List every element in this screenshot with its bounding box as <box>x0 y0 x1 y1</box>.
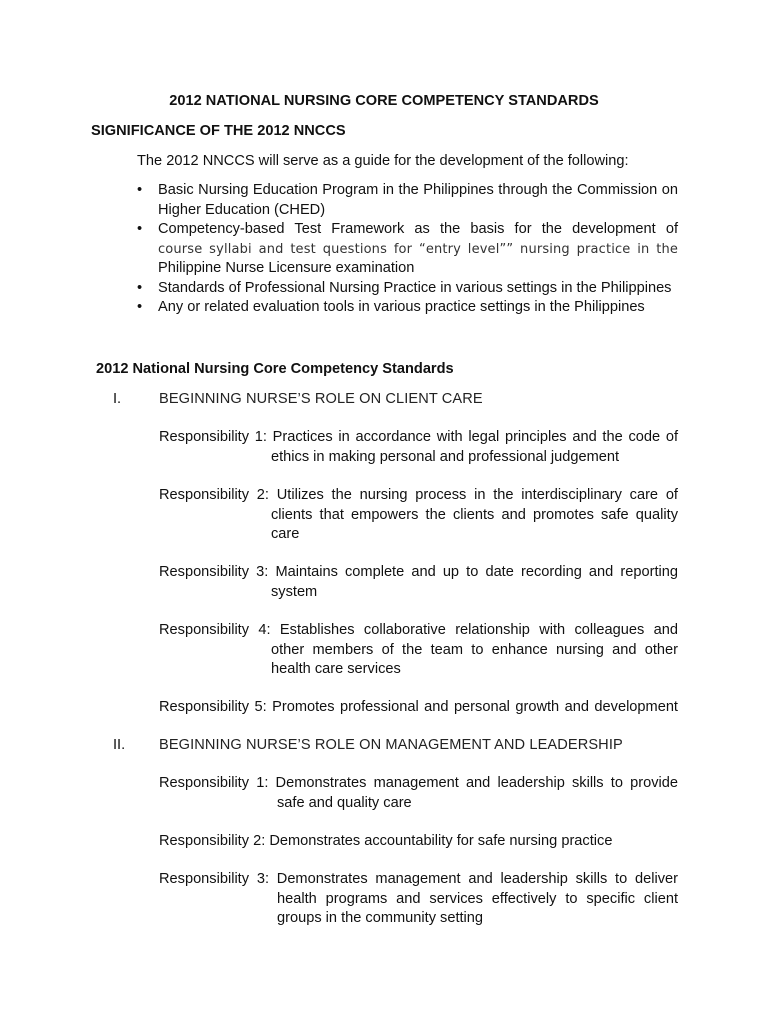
list-item <box>137 220 678 279</box>
responsibility-continuation: safe and quality care <box>277 794 412 811</box>
responsibility-item <box>159 832 678 852</box>
section-label: BEGINNING NURSE’S ROLE ON CLIENT CARE <box>159 391 483 407</box>
responsibility-item <box>159 621 678 680</box>
bullet-text: Standards of Professional Nursing Practice in various settings in the Philippines <box>158 279 672 296</box>
responsibility-line: Responsibility 5: Promotes professional and personal growth and development <box>159 699 678 715</box>
bullet-text: Any or related evaluation tools in various practice settings in the Philippines <box>158 299 645 315</box>
responsibility-line: Responsibility 2: Utilizes the nursing process in the interdisciplinary care of <box>159 487 678 503</box>
section-heading-client-care <box>113 390 483 410</box>
section-numeral: II. <box>113 737 126 753</box>
intro-paragraph: The 2012 NNCCS will serve as a guide for the development of the following: <box>137 153 629 169</box>
responsibility-continuation: other members of the team to enhance nursing and other health care services <box>271 641 678 677</box>
responsibility-line: Responsibility 3: Demonstrates management and leadership skills to deliver <box>159 871 678 887</box>
bullet-text: Basic Nursing Education Program in the Philippines through the Commission on Higher Education (CHED) <box>158 182 678 218</box>
list-item <box>137 181 678 220</box>
bullet-icon: • <box>137 182 143 198</box>
responsibility-line: Responsibility 1: Demonstrates management and leadership skills to provide <box>159 775 678 791</box>
bullet-text-line: Competency-based Test Framework as the basis for the development of <box>158 221 678 237</box>
bullet-icon: • <box>137 279 143 296</box>
section-heading-management <box>113 736 623 756</box>
responsibility-line: Responsibility 2: Demonstrates accountability for safe nursing practice <box>159 833 613 849</box>
significance-heading: SIGNIFICANCE OF THE 2012 NNCCS <box>91 123 346 139</box>
document-title: 2012 NATIONAL NURSING CORE COMPETENCY STANDARDS <box>169 93 599 109</box>
responsibility-continuation: clients that empowers the clients and promotes safe quality care <box>271 506 678 542</box>
list-item <box>137 298 678 318</box>
section-numeral: I. <box>113 391 122 407</box>
bullet-icon: • <box>137 221 143 237</box>
responsibility-item <box>159 428 678 467</box>
responsibility-item <box>159 774 678 813</box>
bullet-list <box>137 181 678 318</box>
responsibility-item <box>159 870 678 929</box>
list-item <box>137 279 678 299</box>
responsibility-continuation: system <box>271 583 318 600</box>
responsibility-item <box>159 486 678 545</box>
responsibility-line: Responsibility 1: Practices in accordance with legal principles and the code of <box>159 429 678 445</box>
responsibility-continuation: ethics in making personal and professional judgement <box>271 448 620 465</box>
section-label: BEGINNING NURSE’S ROLE ON MANAGEMENT AND LEADERSHIP <box>159 737 623 753</box>
responsibility-item <box>159 698 678 718</box>
responsibility-line: Responsibility 3: Maintains complete and up to date recording and reporting <box>159 564 678 580</box>
bullet-icon: • <box>137 299 143 315</box>
responsibility-item <box>159 563 678 602</box>
bullet-text-line: Philippine Nurse Licensure examination <box>158 260 415 276</box>
standards-heading: 2012 National Nursing Core Competency Standards <box>96 361 454 377</box>
responsibility-continuation: health programs and services effectively to specific client groups in the community setting <box>277 890 678 926</box>
responsibility-line: Responsibility 4: Establishes collaborative relationship with colleagues and <box>159 622 678 638</box>
bullet-text-line: course syllabi and test questions for “entry level”” nursing practice in the <box>158 241 678 257</box>
